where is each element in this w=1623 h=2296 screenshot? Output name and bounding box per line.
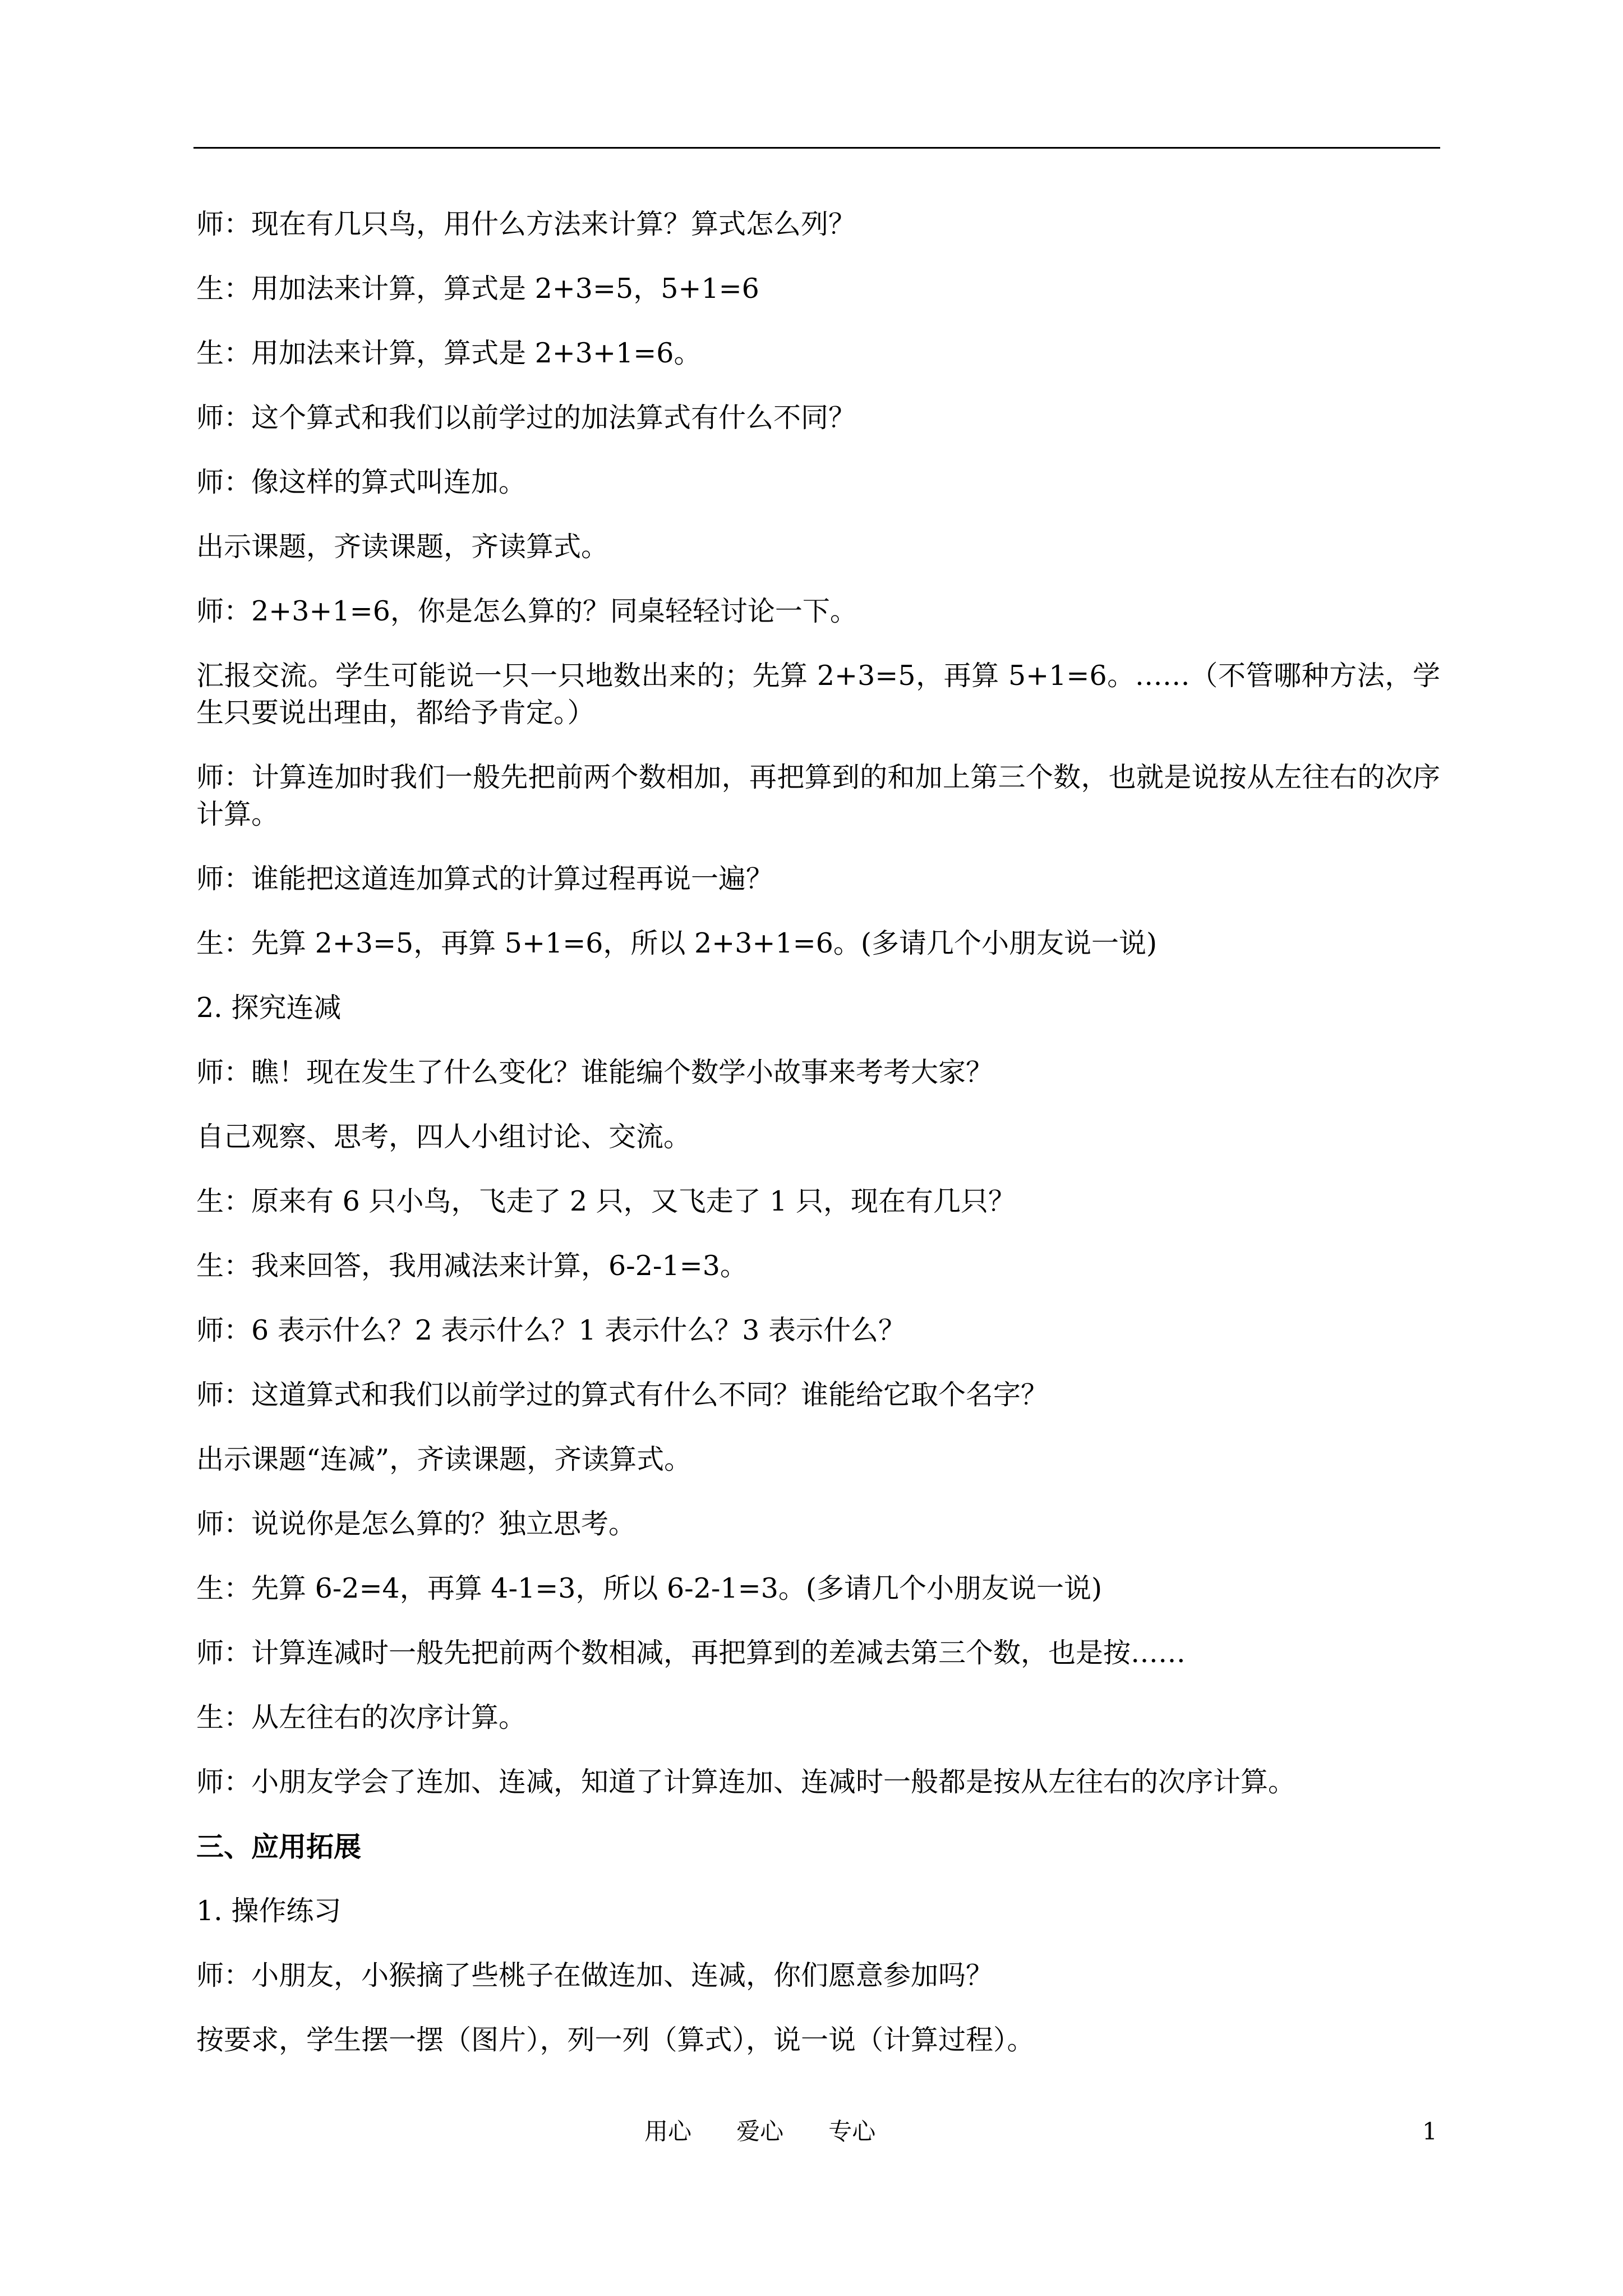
paragraph: 师：这个算式和我们以前学过的加法算式有什么不同？ <box>196 402 856 434</box>
paragraph: 师：像这样的算式叫连加。 <box>196 466 527 498</box>
paragraph: 师：瞧！现在发生了什么变化？谁能编个数学小故事来考考大家？ <box>196 1056 994 1088</box>
page-number: 1 <box>1422 2118 1437 2145</box>
paragraph: 出示课题“连减”，齐读课题，齐读算式。 <box>196 1443 692 1475</box>
footer-motto: 用心 爱心 专心 <box>644 2118 876 2145</box>
paragraph: 师：计算连加时我们一般先把前两个数相加，再把算到的和加上第三个数，也就是说按从左往右的次序计算。 <box>196 761 1440 830</box>
paragraph: 生：原来有 6 只小鸟，飞走了 2 只，又飞走了 1 只，现在有几只？ <box>196 1185 1016 1217</box>
section-heading: 三、应用拓展 <box>196 1830 362 1863</box>
paragraph: 生：用加法来计算，算式是 2+3+1=6。 <box>196 337 702 369</box>
paragraph: 生：先算 2+3=5，再算 5+1=6，所以 2+3+1=6。(多请几个小朋友说一说) <box>196 927 1158 959</box>
section-subheading: 2. 探究连减 <box>196 992 342 1024</box>
paragraph: 生：我来回答，我用减法来计算，6-2-1=3。 <box>196 1250 748 1282</box>
paragraph: 师：小朋友学会了连加、连减，知道了计算连加、连减时一般都是按从左往右的次序计算。 <box>196 1766 1296 1798</box>
paragraph: 生：从左往右的次序计算。 <box>196 1701 527 1733</box>
paragraph: 师：计算连减时一般先把前两个数相减，再把算到的差减去第三个数，也是按…… <box>196 1637 1186 1669</box>
paragraph: 师：谁能把这道连加算式的计算过程再说一遍？ <box>196 863 774 895</box>
paragraph: 按要求，学生摆一摆（图片），列一列（算式），说一说（计算过程）。 <box>196 2024 1035 2056</box>
paragraph: 师：2+3+1=6，你是怎么算的？同桌轻轻讨论一下。 <box>196 595 857 627</box>
paragraph: 师：小朋友，小猴摘了些桃子在做连加、连减，你们愿意参加吗？ <box>196 1959 994 1991</box>
paragraph: 生：先算 6-2=4，再算 4-1=3，所以 6-2-1=3。(多请几个小朋友说一说) <box>196 1572 1103 1604</box>
paragraph: 出示课题，齐读课题，齐读算式。 <box>196 531 609 563</box>
header-rule <box>193 147 1440 149</box>
section-subheading: 1. 操作练习 <box>196 1895 342 1927</box>
paragraph: 师：说说你是怎么算的？独立思考。 <box>196 1508 637 1540</box>
document-body <box>196 206 1440 2086</box>
paragraph: 自己观察、思考，四人小组讨论、交流。 <box>196 1121 691 1153</box>
paragraph: 师：6 表示什么？2 表示什么？1 表示什么？3 表示什么？ <box>196 1314 906 1346</box>
paragraph: 师：这道算式和我们以前学过的算式有什么不同？谁能给它取个名字？ <box>196 1379 1049 1411</box>
paragraph: 汇报交流。学生可能说一只一只地数出来的；先算 2+3=5，再算 5+1=6。……（不管哪种方法，学生只要说出理由，都给予肯定。） <box>196 660 1440 729</box>
paragraph: 师：现在有几只鸟，用什么方法来计算？算式怎么列？ <box>196 208 856 240</box>
paragraph: 生：用加法来计算，算式是 2+3=5，5+1=6 <box>196 273 759 305</box>
